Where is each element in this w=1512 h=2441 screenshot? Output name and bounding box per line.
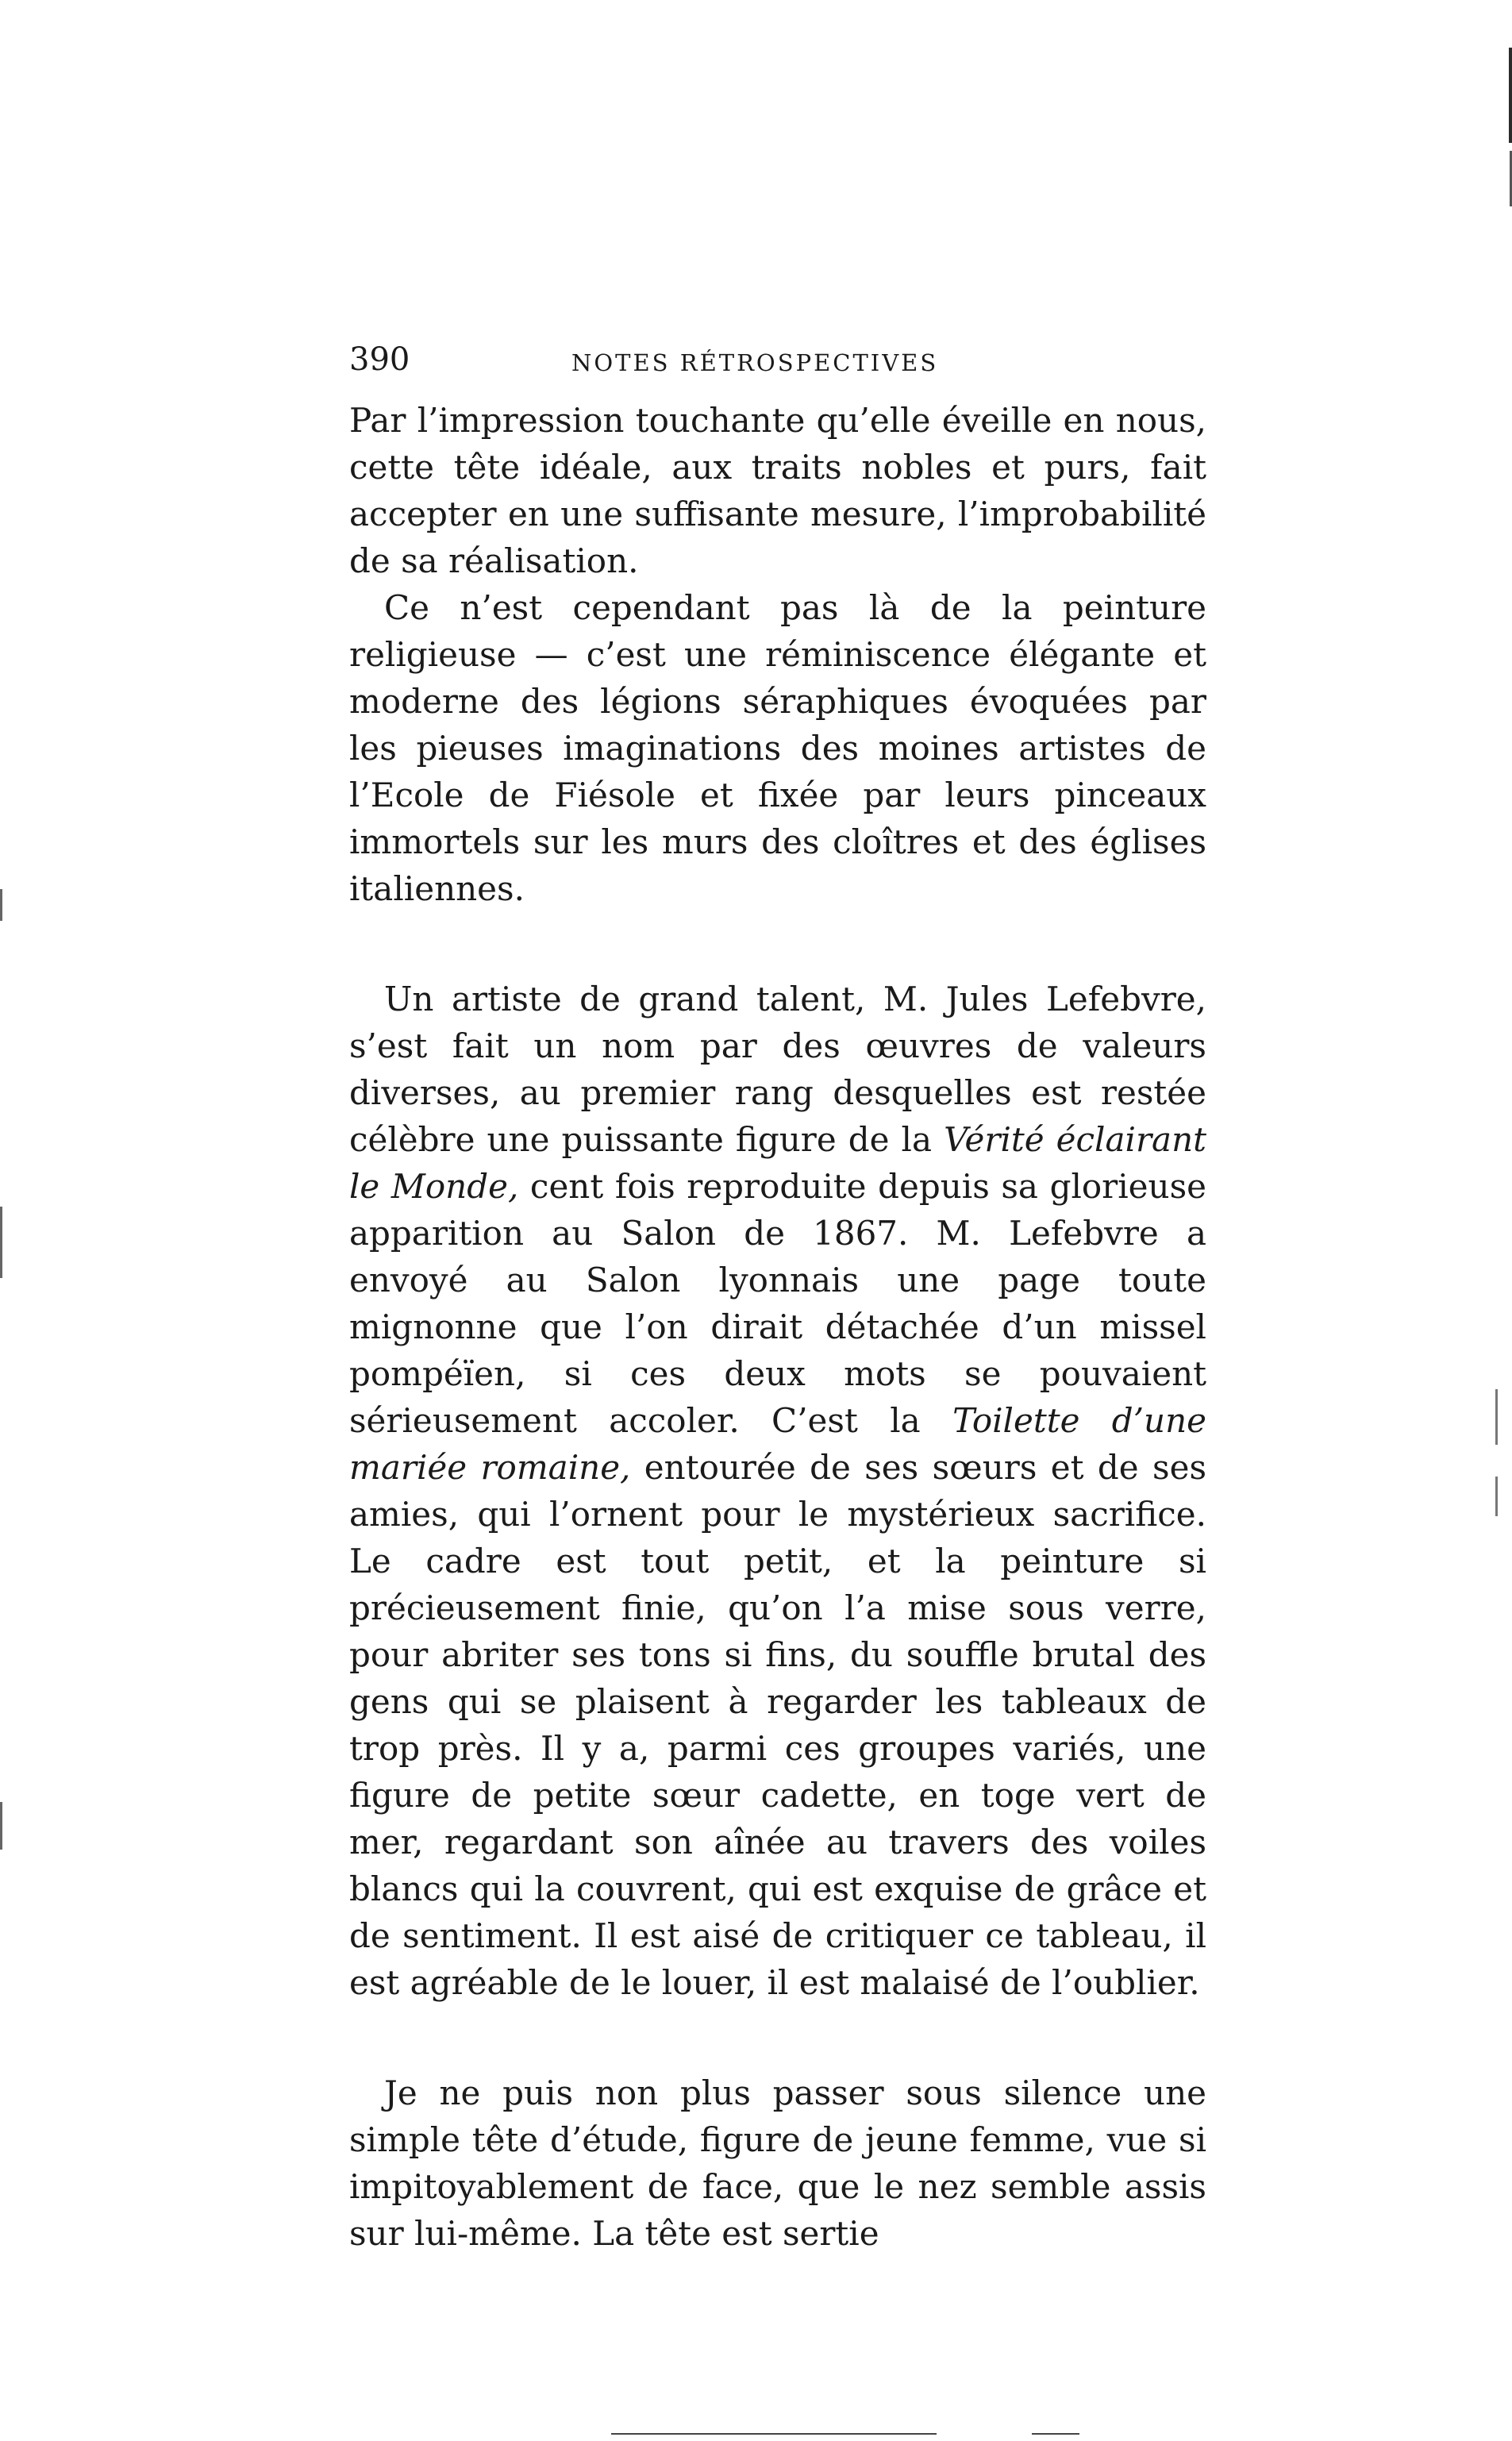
running-title: NOTES RÉTROSPECTIVES [571, 349, 939, 376]
section-break [349, 2006, 1206, 2069]
paragraph-3-text: entourée de ses sœurs et de ses amies, qui l’ornent pour le mystérieux sacrifice. Le cadre est tout petit, et la peinture si précieusement finie, qu’on l’a mise sous verre, pour abriter ses tons si fins, du souffle brutal des gens qui se plaisent à regarder les tableaux de trop près. Il y a, parmi ces groupes variés, une figure de petite sœur cadette, en toge vert de mer, regardant son aînée au travers des voiles blancs qui la couvrent, qui est exquise de grâce et de sentiment. Il est aisé de critiquer ce tableau, il est agréable de le louer, il est malaisé de l’oublier. [349, 1448, 1206, 2002]
section-break [349, 912, 1206, 976]
paragraph-3-text: Un artiste de grand talent, M. Jules Lefebvre, s’est fait un nom par des œuvres de valeurs diverses, au premier rang desquelles est restée célèbre une puissante figure de la [349, 980, 1206, 1159]
scan-speck [1495, 1477, 1498, 1516]
page-number: 390 [349, 341, 410, 378]
paragraph-3 [349, 976, 1206, 2006]
scan-speck [0, 1802, 2, 1850]
paragraph-2: Ce n’est cependant pas là de la peinture religieuse — c’est une réminiscence élégante et moderne des légions séraphiques évoquées par les pieuses imaginations des moines artistes de l’Ecole de Fiésole et fixée par leurs pinceaux immortels sur les murs des cloîtres et des églises italiennes. [349, 588, 1206, 908]
artwork-title-toilette: Toilette d’une mariée romaine, [349, 1401, 1206, 1487]
scan-speck [1495, 1389, 1498, 1445]
running-head [349, 341, 1206, 397]
paragraph-1: Par l’impression touchante qu’elle éveille en nous, cette tête idéale, aux traits nobles et purs, fait accepter en une suffisante mesure, l’improbabilité de sa réalisation. [349, 401, 1206, 580]
scan-edge-mark [1509, 48, 1512, 143]
scan-speck [0, 889, 2, 921]
bottom-rule [611, 2433, 937, 2435]
scan-speck [0, 1207, 2, 1278]
paragraph-3-text: cent fois reproduite depuis sa glorieuse apparition au Salon de 1867. M. Lefebvre a envoyé au Salon lyonnais une page toute mignonne que l’on dirait détachée d’un missel pompéïen, si ces deux mots se pouvaient sérieusement accoler. C’est la [349, 1167, 1206, 1440]
paragraph-4: Je ne puis non plus passer sous silence une simple tête d’étude, figure de jeune femme, vue si impitoyablement de face, que le nez semble assis sur lui-même. La tête est sertie [349, 2073, 1206, 2253]
artwork-title-verite: Vérité éclairant le Monde, [349, 1120, 1207, 1206]
bottom-rule [1032, 2433, 1079, 2435]
book-page [349, 341, 1206, 2257]
